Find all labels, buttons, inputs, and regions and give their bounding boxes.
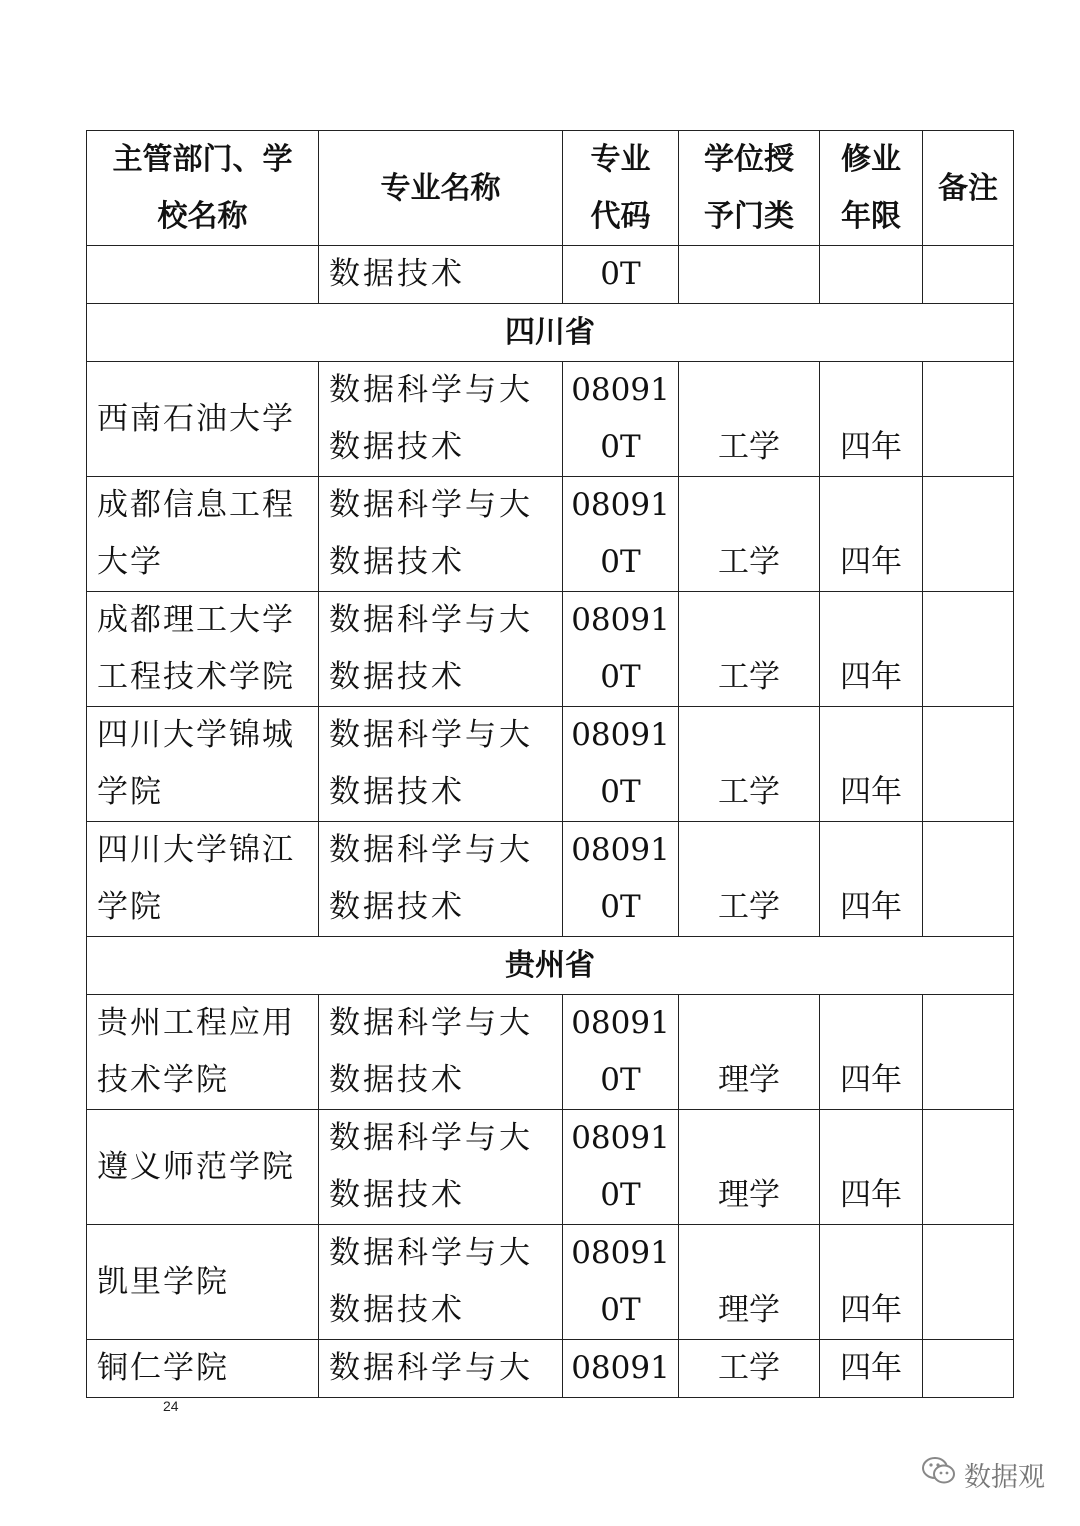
table-row xyxy=(87,707,1014,822)
page-number: 24 xyxy=(163,1398,179,1414)
notes-cell xyxy=(923,822,1014,937)
major-name-line1: 数据科学与大 xyxy=(329,1005,533,1041)
school-name-line2: 技术学院 xyxy=(97,1062,229,1098)
degree-spacer xyxy=(679,1225,819,1282)
notes-cell xyxy=(923,707,1014,822)
years-spacer xyxy=(820,707,922,764)
major-name-line1: 数据科学与大 xyxy=(329,602,533,638)
notes-cell xyxy=(923,246,1014,304)
major-cell xyxy=(319,362,563,477)
code-line2: 0T xyxy=(600,774,641,810)
table-row xyxy=(87,592,1014,707)
degree-cell xyxy=(679,1225,820,1340)
code-line1: 08091 xyxy=(571,1005,670,1041)
school-name-line2: 大学 xyxy=(97,544,163,580)
table-row xyxy=(87,995,1014,1110)
school-name-line1: 四川大学锦江 xyxy=(97,832,295,868)
school-cell xyxy=(87,1225,319,1340)
years-spacer xyxy=(820,995,922,1052)
code-cell: 08091 xyxy=(563,1340,679,1398)
major-name-line2: 数据技术 xyxy=(329,659,465,695)
code-cell xyxy=(563,707,679,822)
code-line2: 0T xyxy=(600,659,641,695)
notes-cell xyxy=(923,1110,1014,1225)
major-name-line1: 数据科学与大 xyxy=(329,1235,533,1271)
notes-cell xyxy=(923,477,1014,592)
school-cell xyxy=(87,822,319,937)
table-row xyxy=(87,1110,1014,1225)
school-name: 西南石油大学 xyxy=(97,400,295,437)
school-name-line1: 贵州工程应用 xyxy=(97,1005,295,1041)
major-name-line2: 数据技术 xyxy=(329,544,465,580)
years-cell xyxy=(820,592,923,707)
degree-value: 工学 xyxy=(718,659,780,695)
code-cell: 0T xyxy=(563,246,679,304)
code-line1: 08091 xyxy=(571,602,670,638)
school-name-line2: 学院 xyxy=(97,889,163,925)
years-value: 四年 xyxy=(840,1292,902,1328)
header-degree: 学位授予门类 xyxy=(679,131,820,246)
degree-spacer xyxy=(679,707,819,764)
years-value: 四年 xyxy=(840,1177,902,1213)
major-cell xyxy=(319,1110,563,1225)
years-cell xyxy=(820,1225,923,1340)
watermark xyxy=(920,1452,1045,1496)
degree-cell xyxy=(679,822,820,937)
school-cell xyxy=(87,362,319,477)
years-cell: 四年 xyxy=(820,1340,923,1398)
degree-cell xyxy=(679,362,820,477)
province-row xyxy=(87,304,1014,362)
degree-value: 工学 xyxy=(718,544,780,580)
province-name: 四川省 xyxy=(87,304,1014,362)
degree-value: 工学 xyxy=(718,774,780,810)
table-row xyxy=(87,362,1014,477)
header-notes: 备注 xyxy=(923,131,1014,246)
code-line1: 08091 xyxy=(571,1235,670,1271)
school-cell xyxy=(87,707,319,822)
code-line2: 0T xyxy=(600,1062,641,1098)
school-name-line2: 工程技术学院 xyxy=(97,659,295,695)
years-spacer xyxy=(820,822,922,879)
majors-table xyxy=(86,130,1014,1398)
years-spacer xyxy=(820,1225,922,1282)
years-value: 四年 xyxy=(840,774,902,810)
code-line1: 08091 xyxy=(571,1120,670,1156)
code-cell xyxy=(563,1225,679,1340)
major-name-line1: 数据科学与大 xyxy=(329,372,533,408)
major-cell xyxy=(319,592,563,707)
notes-cell xyxy=(923,362,1014,477)
notes-cell xyxy=(923,995,1014,1110)
school-cell xyxy=(87,995,319,1110)
header-major: 专业名称 xyxy=(319,131,563,246)
major-cell: 数据技术 xyxy=(319,246,563,304)
code-cell xyxy=(563,362,679,477)
years-spacer xyxy=(820,1110,922,1167)
table-row xyxy=(87,477,1014,592)
school-name-line1: 成都信息工程 xyxy=(97,487,295,523)
years-cell xyxy=(820,362,923,477)
school-cell xyxy=(87,1110,319,1225)
code-cell xyxy=(563,995,679,1110)
years-value: 四年 xyxy=(840,889,902,925)
province-name: 贵州省 xyxy=(87,937,1014,995)
table-header-row xyxy=(87,131,1014,246)
degree-spacer xyxy=(679,1110,819,1167)
notes-cell xyxy=(923,592,1014,707)
degree-cell xyxy=(679,477,820,592)
header-school: 主管部门、学校名称 xyxy=(87,131,319,246)
degree-value: 理学 xyxy=(718,1062,780,1098)
major-cell xyxy=(319,995,563,1110)
table-row xyxy=(87,1225,1014,1340)
major-cell xyxy=(319,477,563,592)
school-name: 凯里学院 xyxy=(97,1263,229,1300)
major-name-line1: 数据科学与大 xyxy=(329,717,533,753)
code-line2: 0T xyxy=(600,544,641,580)
years-value: 四年 xyxy=(840,659,902,695)
table-row xyxy=(87,1340,1014,1398)
degree-cell xyxy=(679,1110,820,1225)
major-name-line1: 数据科学与大 xyxy=(329,832,533,868)
code-cell xyxy=(563,1110,679,1225)
years-value: 四年 xyxy=(840,544,902,580)
years-cell xyxy=(820,707,923,822)
degree-value: 理学 xyxy=(718,1292,780,1328)
degree-spacer xyxy=(679,822,819,879)
code-line2: 0T xyxy=(600,1177,641,1213)
degree-spacer xyxy=(679,592,819,649)
table-row xyxy=(87,822,1014,937)
code-line1: 08091 xyxy=(571,372,670,408)
wechat-icon xyxy=(920,1454,958,1495)
header-years: 修业年限 xyxy=(820,131,923,246)
years-cell xyxy=(820,822,923,937)
code-line1: 08091 xyxy=(571,487,670,523)
degree-cell xyxy=(679,592,820,707)
degree-cell xyxy=(679,995,820,1110)
code-line2: 0T xyxy=(600,889,641,925)
code-cell xyxy=(563,592,679,707)
major-name-line2: 数据技术 xyxy=(329,1062,465,1098)
school-name-line2: 学院 xyxy=(97,774,163,810)
major-name-line2: 数据技术 xyxy=(329,774,465,810)
school-name: 遵义师范学院 xyxy=(97,1148,295,1185)
code-cell xyxy=(563,477,679,592)
years-value: 四年 xyxy=(840,1062,902,1098)
degree-spacer xyxy=(679,477,819,534)
code-line1: 08091 xyxy=(571,717,670,753)
major-cell xyxy=(319,1225,563,1340)
major-cell xyxy=(319,707,563,822)
notes-cell xyxy=(923,1340,1014,1398)
degree-cell: 工学 xyxy=(679,1340,820,1398)
degree-value: 理学 xyxy=(718,1177,780,1213)
major-name-line1: 数据科学与大 xyxy=(329,487,533,523)
code-line2: 0T xyxy=(600,1292,641,1328)
years-spacer xyxy=(820,362,922,419)
header-code: 专业代码 xyxy=(563,131,679,246)
school-cell xyxy=(87,246,319,304)
years-cell xyxy=(820,1110,923,1225)
years-cell xyxy=(820,246,923,304)
degree-value: 工学 xyxy=(718,429,780,465)
school-cell: 铜仁学院 xyxy=(87,1340,319,1398)
code-line1: 08091 xyxy=(571,832,670,868)
major-cell xyxy=(319,822,563,937)
code-cell xyxy=(563,822,679,937)
notes-cell xyxy=(923,1225,1014,1340)
watermark-text: 数据观 xyxy=(964,1461,1045,1493)
degree-cell xyxy=(679,707,820,822)
school-name-line1: 四川大学锦城 xyxy=(97,717,295,753)
school-cell xyxy=(87,592,319,707)
major-name-line2: 数据技术 xyxy=(329,889,465,925)
degree-value: 工学 xyxy=(718,889,780,925)
major-name-line2: 数据技术 xyxy=(329,1292,465,1328)
years-cell xyxy=(820,995,923,1110)
years-cell xyxy=(820,477,923,592)
degree-spacer xyxy=(679,995,819,1052)
years-spacer xyxy=(820,592,922,649)
province-row xyxy=(87,937,1014,995)
major-name-line2: 数据技术 xyxy=(329,1177,465,1213)
code-line2: 0T xyxy=(600,429,641,465)
degree-cell xyxy=(679,246,820,304)
major-cell: 数据科学与大 xyxy=(319,1340,563,1398)
years-spacer xyxy=(820,477,922,534)
major-name-line1: 数据科学与大 xyxy=(329,1120,533,1156)
major-name-line2: 数据技术 xyxy=(329,429,465,465)
school-cell xyxy=(87,477,319,592)
degree-spacer xyxy=(679,362,819,419)
continuation-row xyxy=(87,246,1014,304)
years-value: 四年 xyxy=(840,429,902,465)
school-name-line1: 成都理工大学 xyxy=(97,602,295,638)
